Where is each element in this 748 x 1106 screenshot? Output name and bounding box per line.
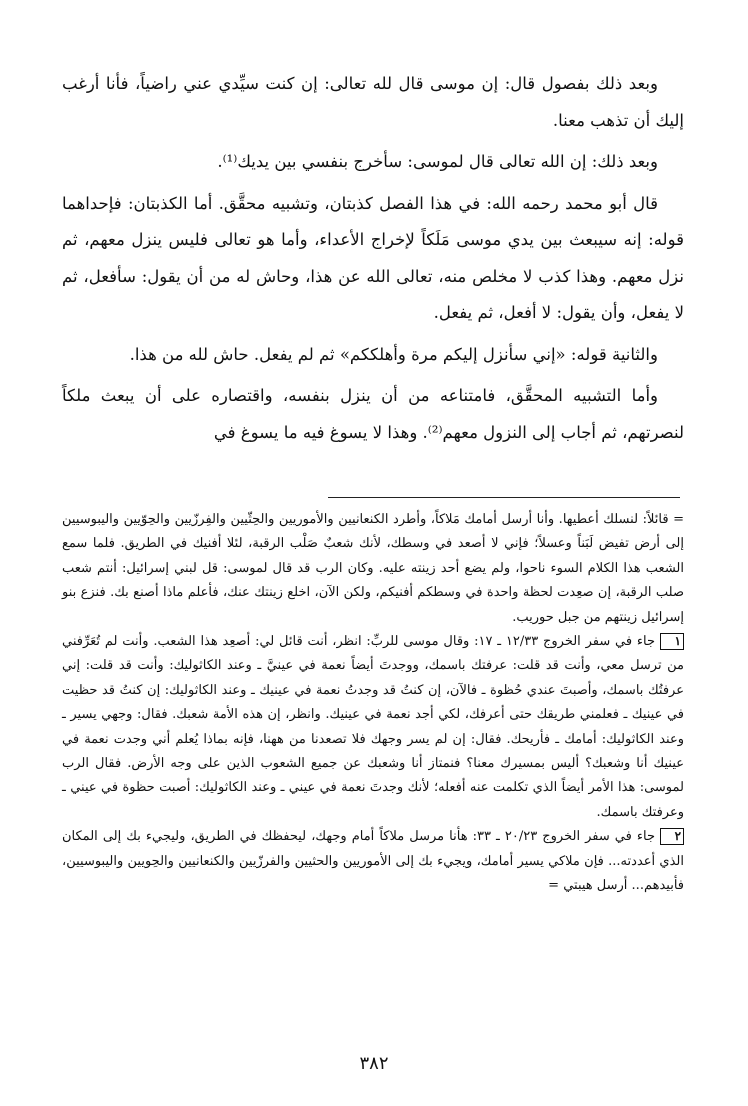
paragraph-4: والثانية قوله: «إني سأنزل إليكم مرة وأهلككم» ثم لم يفعل. حاش لله من هذا. xyxy=(129,344,658,364)
paragraph-3: قال أبو محمد رحمه الله: في هذا الفصل كذبتان، وتشبيه محقَّق. أما الكذبتان: فإحداهما قوله: إنه سيبعث بين يدي موسى مَلَكاً لإخراج الأعداء، وأما هو تعالى فليس ينزل معهم، ثم نزل معهم. وهذا كذب لا مخلص منه، تعالى الله عن هذا، وحاش له من أن يقول: سأفعل، ثم لا يفعل، وأن يقول: لا أفعل، ثم يفعل. xyxy=(62,193,684,322)
paragraph-5: وأما التشبيه المحقَّق، فامتناعه من أن ينزل بنفسه، واقتصاره على أن يبعث ملكاً لنصرتهم، ثم أجاب إلى النزول معهم⁽²⁾. وهذا لا يسوغ فيه ما يسوغ في xyxy=(62,386,684,442)
footnote-1-text: جاء في سفر الخروج ١٢/٣٣ ـ ١٧: وقال موسى للربِّ: انظر، أنت قائل لي: أصعِد هذا الشعب. وأنت لم تُعَرِّفني من ترسل معي، وأنت قد قلت: عرفتك باسمك، ووجدتَ أيضاً نعمة في عينيَّ ـ وعند الكاثوليك: وأنت قد قلت: إني عرفتُك باسمك، وأصبتَ عندي حُظوة ـ فالآن، إن كنتُ قد وجدتُ نعمة في عينيك ـ وعند الكاثوليك: إن كنتُ قد حظيت في عينيك ـ فعلمني طريقك حتى أعرفك، لكي أجد نعمة في عينيك. وانظر، إن هذه الأمة شعبك. فقال: وجهي يسير ـ وعند الكاثوليك: أمامك ـ فأريحك. فقال: إن لم يسر وجهك فلا تصعدنا من ههنا، فإنه بماذا يُعلم أني وجدت نعمة في عينيك أنا وشعبك؟ أليس بمسيرك معنا؟ فنمتاز أنا وشعبك عن جميع الشعوب الذين على وجه الأرض. فقال الرب لموسى: هذا الأمر أيضاً الذي تكلمت عنه أفعله؛ لأنك وجدتَ نعمة في عيني ـ وعند الكاثوليك: أصبت حظوة في عيني ـ وعرفتك باسمك. xyxy=(62,634,684,820)
paragraph-1: وبعد ذلك بفصول قال: إن موسى قال لله تعالى: إن كنت سيِّدي عني راضياً، فأنا أرغب إليك أن تذهب معنا. xyxy=(62,74,684,130)
footnote-1-number: ١ xyxy=(660,633,684,650)
main-text xyxy=(62,66,684,451)
footnote-2-number: ٢ xyxy=(660,828,684,845)
footnote-2 xyxy=(62,825,684,898)
footnotes xyxy=(62,508,684,899)
page-number: ٣٨٢ xyxy=(359,1053,389,1074)
footnote-separator xyxy=(328,497,680,498)
footnote-continuation: = قائلاً: لنسلك أعطيها. وأنا أرسل أمامك مَلاكاً، وأطرد الكنعانيين والأموريين والحِثّيين والفِرزّيين والحِوّيين واليبوسيين إلى أرض تفيض لَبَناً وعسلاً؛ فإني لا أصعد في وسطك، لأنك شعبٌ صَلْب الرقبة، لئلا أفنيك في الطريق. فلما سمع الشعب هذا الكلام السوء ناحوا، ولم يضع أحد زينته عليه. وكان الرب قد قال لموسى: قل لبني إسرائيل: أنتم شعب صلب الرقبة، إن صعِدت لحظة واحدة في وسطكم أفنيكم، ولكن الآن، اخلع زينتك عنك، فأعلم ماذا أصنع بك. فنزع بنو إسرائيل زينتهم من جبل حوريب. xyxy=(62,512,684,625)
footnote-2-text: جاء في سفر الخروج ٢٠/٢٣ ـ ٣٣: هأنا مرسل ملاكاً أمام وجهك، ليحفظك في الطريق، وليجيء بك إلى المكان الذي أعددته... فإن ملاكي يسير أمامك، ويجيء بك إلى الأموريين والحثيين والفرزّيين والكنعانيين والحِويين واليبوسيين، فأبيدهم... أرسل هيبتي = xyxy=(62,829,684,894)
paragraph-2: وبعد ذلك: إن الله تعالى قال لموسى: سأخرج بنفسي بين يديك⁽¹⁾. xyxy=(217,152,658,171)
footnote-1 xyxy=(62,630,684,825)
